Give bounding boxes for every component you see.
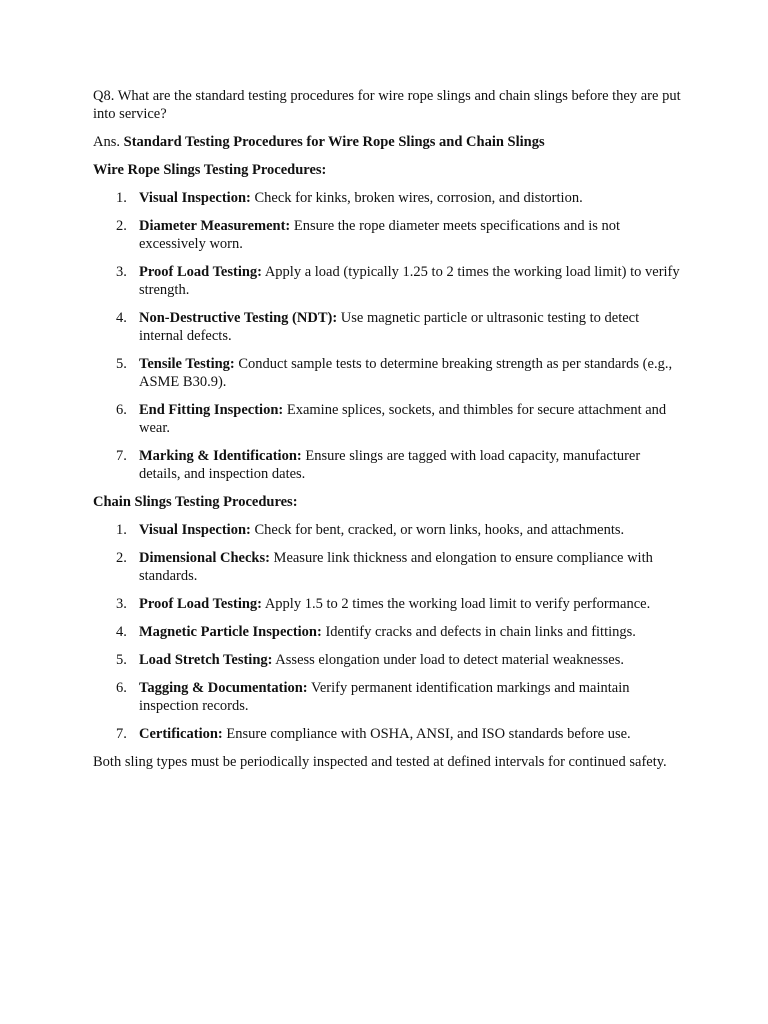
list-term: Visual Inspection: <box>139 522 251 538</box>
conclusion-text: Both sling types must be periodically inspected and tested at defined intervals for continued safety. <box>93 754 667 770</box>
chain-list <box>93 521 683 743</box>
list-term: Tensile Testing: <box>139 356 235 372</box>
question-text: Q8. What are the standard testing procedures for wire rope slings and chain slings before they are put into service? <box>93 88 681 122</box>
list-item <box>93 595 683 613</box>
list-text: Ensure the rope diameter meets specifications and is not excessively worn. <box>139 218 621 252</box>
list-item <box>93 447 683 483</box>
list-number: 3. <box>116 596 127 612</box>
list-number: 3. <box>116 264 127 280</box>
list-term: Non-Destructive Testing (NDT): <box>139 310 338 326</box>
list-item <box>93 189 683 207</box>
list-text: Measure link thickness and elongation to ensure compliance with standards. <box>139 550 653 584</box>
list-item <box>93 725 683 743</box>
list-number: 5. <box>116 356 127 372</box>
list-term: End Fitting Inspection: <box>139 402 284 418</box>
list-text: Apply a load (typically 1.25 to 2 times the working load limit) to verify strength. <box>139 264 680 298</box>
list-item <box>93 217 683 253</box>
answer-line <box>93 133 683 151</box>
list-number: 2. <box>116 218 127 234</box>
list-text: Verify permanent identification markings and maintain inspection records. <box>139 680 630 714</box>
list-number: 1. <box>116 190 127 206</box>
list-text: Ensure slings are tagged with load capacity, manufacturer details, and inspection dates. <box>139 448 641 482</box>
list-item <box>93 521 683 539</box>
list-number: 5. <box>116 652 127 668</box>
list-item <box>93 355 683 391</box>
list-number: 6. <box>116 680 127 696</box>
list-term: Tagging & Documentation: <box>139 680 308 696</box>
list-item <box>93 679 683 715</box>
list-text: Identify cracks and defects in chain links and fittings. <box>321 624 636 640</box>
list-text: Use magnetic particle or ultrasonic testing to detect internal defects. <box>139 310 640 344</box>
wire-rope-list <box>93 189 683 483</box>
answer-prefix: Ans. <box>93 134 124 150</box>
list-number: 4. <box>116 310 127 326</box>
list-text: Conduct sample tests to determine breaking strength as per standards (e.g., ASME B30.9). <box>139 356 673 390</box>
list-term: Magnetic Particle Inspection: <box>139 624 322 640</box>
list-term: Dimensional Checks: <box>139 550 270 566</box>
list-term: Visual Inspection: <box>139 190 251 206</box>
list-item <box>93 263 683 299</box>
wire-rope-heading: Wire Rope Slings Testing Procedures: <box>93 162 327 178</box>
list-term: Diameter Measurement: <box>139 218 291 234</box>
answer-title: Standard Testing Procedures for Wire Rope Slings and Chain Slings <box>123 134 545 150</box>
list-number: 2. <box>116 550 127 566</box>
list-number: 1. <box>116 522 127 538</box>
list-number: 4. <box>116 624 127 640</box>
list-term: Load Stretch Testing: <box>139 652 273 668</box>
list-term: Proof Load Testing: <box>139 264 263 280</box>
list-number: 6. <box>116 402 127 418</box>
list-text: Check for bent, cracked, or worn links, hooks, and attachments. <box>250 522 625 538</box>
list-item <box>93 401 683 437</box>
chain-heading: Chain Slings Testing Procedures: <box>93 494 298 510</box>
list-item <box>93 651 683 669</box>
list-number: 7. <box>116 726 127 742</box>
list-item <box>93 309 683 345</box>
list-text: Apply 1.5 to 2 times the working load limit to verify performance. <box>262 596 651 612</box>
list-term: Proof Load Testing: <box>139 596 263 612</box>
list-text: Examine splices, sockets, and thimbles for secure attachment and wear. <box>139 402 667 436</box>
list-item <box>93 549 683 585</box>
list-item <box>93 623 683 641</box>
list-text: Ensure compliance with OSHA, ANSI, and ISO standards before use. <box>222 726 631 742</box>
list-term: Marking & Identification: <box>139 448 302 464</box>
list-term: Certification: <box>139 726 223 742</box>
list-text: Check for kinks, broken wires, corrosion, and distortion. <box>250 190 583 206</box>
list-number: 7. <box>116 448 127 464</box>
list-text: Assess elongation under load to detect material weaknesses. <box>272 652 625 668</box>
document-page <box>93 87 683 781</box>
